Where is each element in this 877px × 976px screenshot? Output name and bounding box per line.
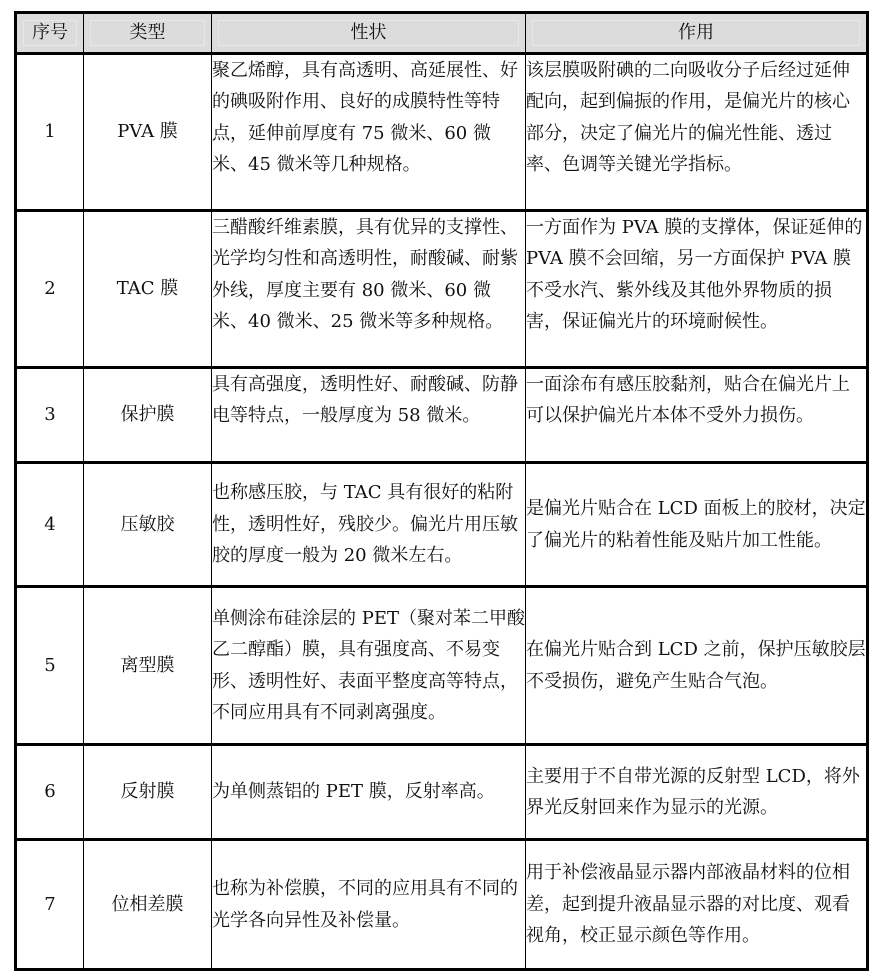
polarizer-film-table (14, 11, 869, 971)
header-type: 类型 (84, 13, 212, 54)
table-row (16, 463, 868, 587)
row-desc: 具有高强度，透明性好、耐酸碱、防静电等特点，一般厚度为 58 微米。 (212, 368, 526, 463)
table-row (16, 54, 868, 211)
row-func: 是偏光片贴合在 LCD 面板上的胶材，决定了偏光片的粘着性能及贴片加工性能。 (526, 463, 868, 587)
row-desc: 单侧涂布硅涂层的 PET（聚对苯二甲酸乙二醇酯）膜，具有强度高、不易变形、透明性好、表面平整度高等特点，不同应用具有不同剥离强度。 (212, 587, 526, 745)
row-num: 2 (16, 211, 84, 368)
row-func: 用于补偿液晶显示器内部液晶材料的位相差，起到提升液晶显示器的对比度、观看视角，校正显示颜色等作用。 (526, 840, 868, 970)
row-type: 压敏胶 (84, 463, 212, 587)
row-func: 主要用于不自带光源的反射型 LCD，将外界光反射回来作为显示的光源。 (526, 745, 868, 840)
table-row (16, 587, 868, 745)
header-func: 作用 (526, 13, 868, 54)
table-row (16, 368, 868, 463)
row-desc: 聚乙烯醇，具有高透明、高延展性、好的碘吸附作用、良好的成膜特性等特点，延伸前厚度有 75 微米、60 微米、45 微米等几种规格。 (212, 54, 526, 211)
row-func: 一方面作为 PVA 膜的支撑体，保证延伸的 PVA 膜不会回缩，另一方面保护 PVA 膜不受水汽、紫外线及其他外界物质的损害，保证偏光片的环境耐候性。 (526, 211, 868, 368)
row-num: 1 (16, 54, 84, 211)
row-type: 保护膜 (84, 368, 212, 463)
row-type: PVA 膜 (84, 54, 212, 211)
row-desc: 也称为补偿膜，不同的应用具有不同的光学各向异性及补偿量。 (212, 840, 526, 970)
row-num: 4 (16, 463, 84, 587)
row-func: 该层膜吸附碘的二向吸收分子后经过延伸配向，起到偏振的作用，是偏光片的核心部分，决定了偏光片的偏光性能、透过率、色调等关键光学指标。 (526, 54, 868, 211)
row-type: TAC 膜 (84, 211, 212, 368)
header-desc: 性状 (212, 13, 526, 54)
row-func: 在偏光片贴合到 LCD 之前，保护压敏胶层不受损伤，避免产生贴合气泡。 (526, 587, 868, 745)
table-row (16, 745, 868, 840)
row-desc: 也称感压胶，与 TAC 具有很好的粘附性，透明性好，残胶少。偏光片用压敏胶的厚度一般为 20 微米左右。 (212, 463, 526, 587)
row-desc: 为单侧蒸铝的 PET 膜，反射率高。 (212, 745, 526, 840)
table-row (16, 840, 868, 970)
header-row (16, 13, 868, 54)
row-num: 7 (16, 840, 84, 970)
table-row (16, 211, 868, 368)
row-num: 6 (16, 745, 84, 840)
row-num: 3 (16, 368, 84, 463)
row-num: 5 (16, 587, 84, 745)
row-type: 反射膜 (84, 745, 212, 840)
row-type: 位相差膜 (84, 840, 212, 970)
row-desc: 三醋酸纤维素膜，具有优异的支撑性、光学均匀性和高透明性，耐酸碱、耐紫外线，厚度主要有 80 微米、60 微米、40 微米、25 微米等多种规格。 (212, 211, 526, 368)
header-num: 序号 (16, 13, 84, 54)
row-func: 一面涂布有感压胶黏剂，贴合在偏光片上可以保护偏光片本体不受外力损伤。 (526, 368, 868, 463)
row-type: 离型膜 (84, 587, 212, 745)
